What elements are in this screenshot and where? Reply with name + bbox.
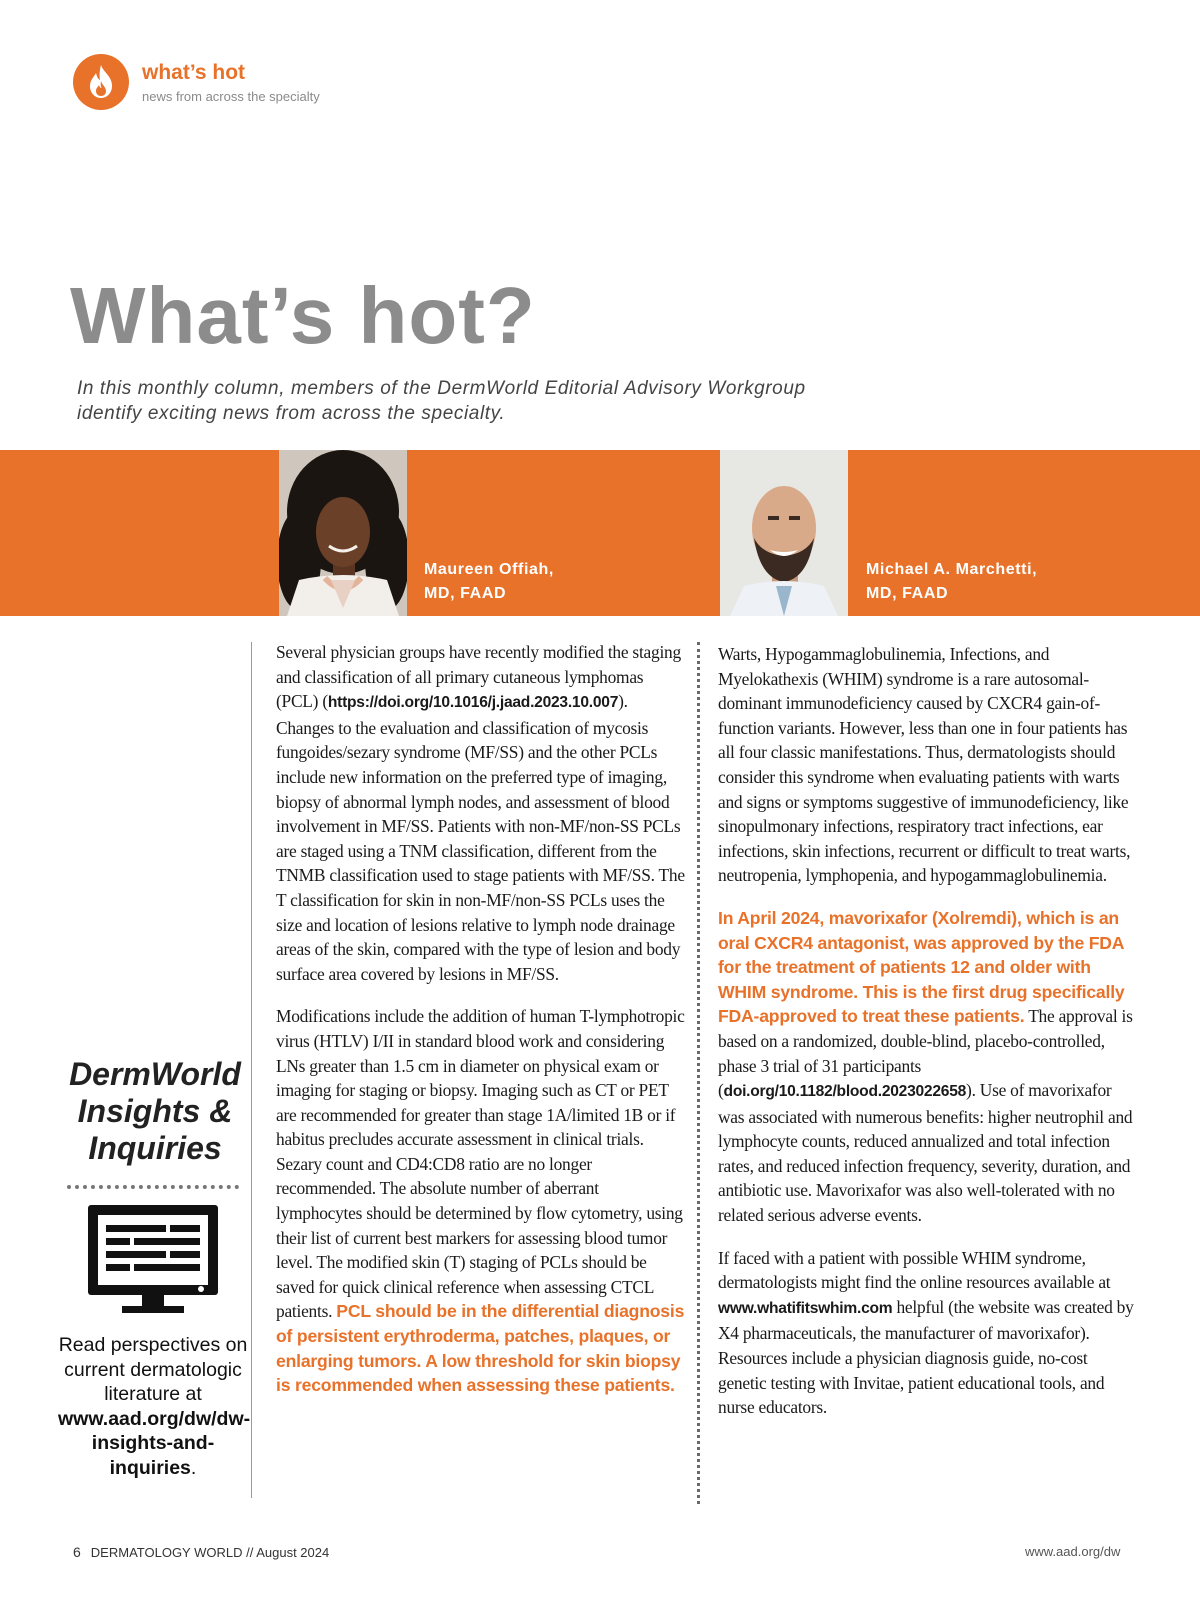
footer-url[interactable]: www.aad.org/dw <box>1025 1544 1121 1559</box>
monitor-icon <box>86 1203 220 1320</box>
paragraph <box>276 1004 686 1398</box>
article-column-2 <box>718 642 1138 1438</box>
paragraph <box>718 1246 1138 1420</box>
page-number: 6 <box>73 1544 81 1560</box>
author-credentials: MD, FAAD <box>866 585 949 602</box>
paragraph <box>718 906 1138 1228</box>
body-text: The approval is based on a randomized, double-blind, placebo-controlled, phase 3 trial of 31 participants ( <box>718 1006 1133 1101</box>
flame-icon-badge <box>73 54 129 110</box>
body-text: ). Changes to the evaluation and classification of mycosis fungoides/sezary syndrome (MF/SS) and the other PCLs include new information on the preferred type of imaging, biopsy of abnormal lymph nodes, and assessment of blood involvement in MF/SS. Patients with non-MF/non-SS PCLs are staged using a TNM classification, different from the TNMB classification used to stage patients with MF/SS. The T classification for skin in non-MF/non-SS PCLs uses the size and location of lesions relative to lymph node drainage areas of the skin, compared with the type of lesion and body surface area covered by lesions in MF/SS. <box>276 691 685 984</box>
column-divider <box>697 642 700 1504</box>
author-photo-marchetti <box>720 450 848 616</box>
body-text: ). Use of mavorixafor was associated with numerous benefits: higher neutrophil and lymphocyte counts, reduced annualized and total infection rates, and reduced infection frequency, severity, duration, and antibiotic use. Mavorixafor was also well-tolerated with no related serious adverse events. <box>718 1080 1133 1226</box>
body-text: If faced with a patient with possible WHIM syndrome, dermatologists might find the online resources available at <box>718 1247 1111 1293</box>
author-name-line: Maureen Offiah, <box>424 561 554 578</box>
publication-name: DERMATOLOGY WORLD // August 2024 <box>90 1545 330 1560</box>
flame-icon <box>87 64 115 100</box>
body-text: Warts, Hypogammaglobulinemia, Infections, and Myelokathexis (WHIM) syndrome is a rare autosomal-dominant immunodeficiency caused by CXCR4 gain-of-function variants. However, less than one in four patients has all four classic manifestations. Thus, dermatologists should consider this syndrome when evaluating patients with warts and signs or symptoms suggestive of immunodeficiency, like sinopulmonary infections, respiratory tract infections, ear infections, skin infections, recurrent or difficult to treat warts, neutropenia, lymphopenia, and hypogammaglobulinemia. <box>718 644 1131 886</box>
highlight-text: In April 2024, mavorixafor (Xolremdi), which is an oral CXCR4 antagonist, was approved by the FDA for the treatment of patients 12 and older with WHIM syndrome. This is the first drug specifically FDA-approved to treat these patients. <box>718 907 1125 1027</box>
page-title: What’s hot? <box>70 271 536 360</box>
author-photo-offiah <box>279 450 407 616</box>
sidebar-link[interactable]: www.aad.org/dw/dw-insights-and-inquiries <box>58 1407 251 1479</box>
author-credentials: MD, FAAD <box>424 585 507 602</box>
body-text: Modifications include the addition of human T-lymphotropic virus (HTLV) I/II in standard blood work and considering LNs greater than 1.5 cm in diameter on physical exam or imaging for staging or biopsy. Imaging such as CT or PET are recommended for greater than stage 1A/limited 1B or if habitus precludes accurate assessment in clinical trials. Sezary count and CD4:CD8 ratio are no longer recommended. The absolute number of aberrant lymphocytes should be determined by flow cytometry, using their list of current best markers for assessing blood tumor level. The modified skin (T) staging of PCLs should be saved for quick clinical reference when assessing CTCL patients. <box>276 1006 685 1322</box>
sidebar-text <box>58 1333 251 1480</box>
website-link[interactable]: www.whatifitswhim.com <box>718 1299 893 1317</box>
sidebar-body-text: . <box>190 1456 197 1479</box>
sidebar-dotted-rule <box>67 1185 239 1189</box>
highlight-text: PCL should be in the differential diagnosis of persistent erythroderma, patches, plaques, or enlarging tumors. A low threshold for skin biopsy is recommended when assessing these patients. <box>276 1301 685 1396</box>
author-name-marchetti <box>866 558 1037 606</box>
paragraph <box>718 642 1138 888</box>
article-column-1 <box>276 640 686 1416</box>
section-subtitle: news from across the specialty <box>142 89 320 104</box>
body-text: Several physician groups have recently modified the staging and classification of all primary cutaneous lymphomas (PCL) ( <box>276 642 681 712</box>
sidebar-title: DermWorld Insights & Inquiries <box>69 1056 241 1166</box>
body-text: helpful (the website was created by X4 pharmaceuticals, the manufacturer of mavorixafor). Resources include a physician diagnosis guide, no-cost genetic testing with Invitae, patient educational tools, and nurse educators. <box>718 1296 1134 1418</box>
author-name-offiah <box>424 558 554 606</box>
author-name-line: Michael A. Marchetti, <box>866 561 1038 578</box>
footer-left <box>73 1544 329 1560</box>
doi-link[interactable]: https://doi.org/10.1016/j.jaad.2023.10.007 <box>327 694 619 712</box>
intro-text: In this monthly column, members of the DermWorld Editorial Advisory Workgroup identify exciting news from across the specialty. <box>77 378 806 424</box>
section-title: what’s hot <box>142 61 246 84</box>
doi-link[interactable]: doi.org/10.1182/blood.2023022658 <box>723 1083 967 1101</box>
sidebar-body-text: Read perspectives on current dermatologic literature at <box>58 1334 248 1405</box>
paragraph <box>276 640 686 986</box>
